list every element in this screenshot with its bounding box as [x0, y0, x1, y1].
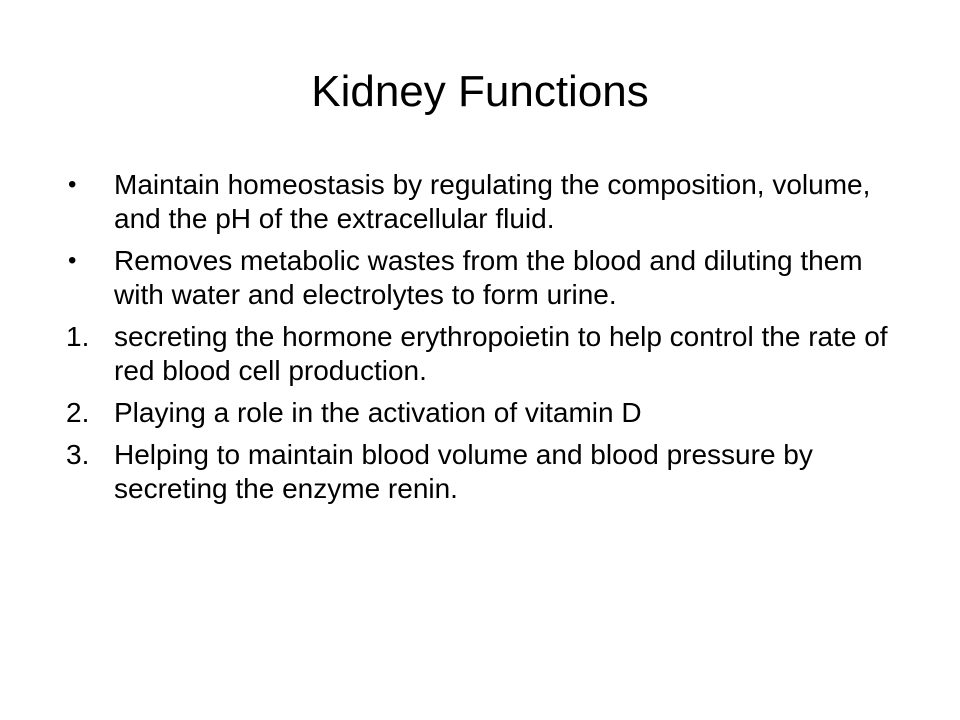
number-marker: 2. [66, 397, 90, 428]
numbered-item [66, 438, 894, 506]
numbered-item [66, 396, 894, 430]
bullet-text: Removes metabolic wastes from the blood and diluting them with water and electrolytes to form urine. [114, 245, 863, 310]
bullet-text: Maintain homeostasis by regulating the composition, volume, and the pH of the extracellular fluid. [114, 169, 871, 234]
bullet-marker: • [68, 171, 77, 198]
number-marker: 1. [66, 321, 90, 352]
numbered-text: Playing a role in the activation of vitamin D [114, 397, 642, 428]
numbered-item [66, 320, 894, 388]
bullet-item [66, 168, 894, 236]
bullet-marker: • [68, 247, 77, 274]
numbered-text: secreting the hormone erythropoietin to help control the rate of red blood cell production. [114, 321, 888, 386]
number-marker: 3. [66, 439, 90, 470]
slide-title: Kidney Functions [311, 67, 649, 116]
numbered-text: Helping to maintain blood volume and blood pressure by secreting the enzyme renin. [114, 439, 813, 504]
bullet-item [66, 244, 894, 312]
slide-content [66, 168, 894, 514]
